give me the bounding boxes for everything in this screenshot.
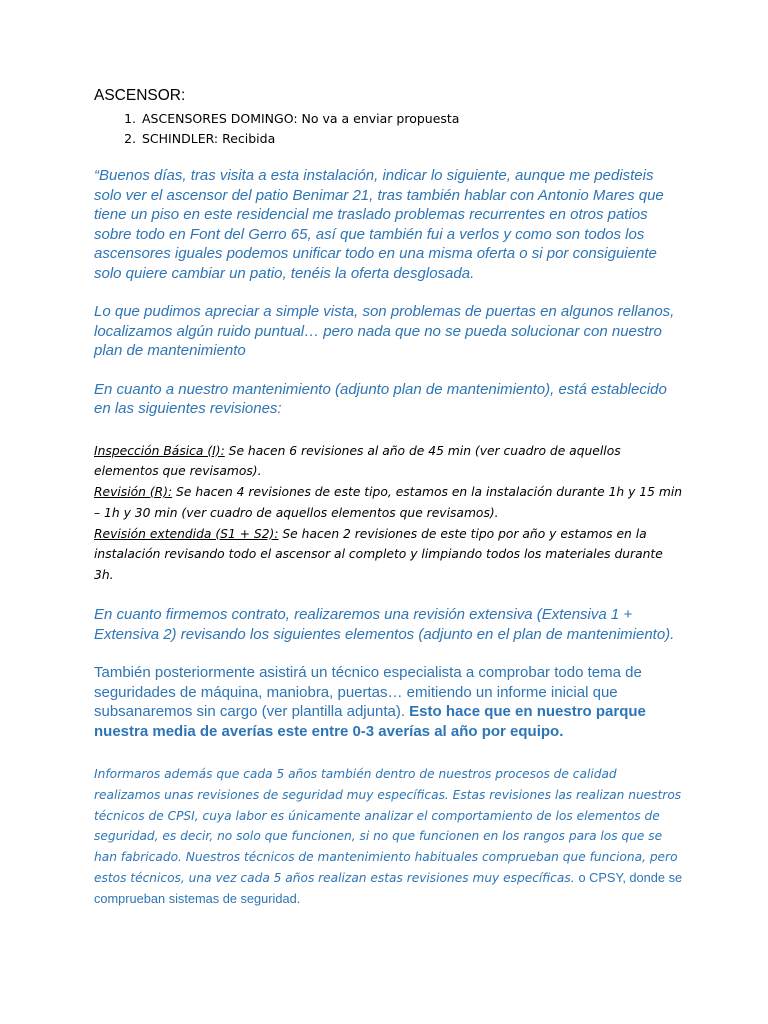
section-heading: ASCENSOR: xyxy=(94,87,186,104)
revision-label: Revisión extendida (S1 + S2): xyxy=(94,526,279,541)
revision-item xyxy=(94,441,684,483)
revision-text: Se hacen 6 revisiones al año de 45 min (ver cuadro de aquellos elementos que revisamos). xyxy=(94,443,621,479)
document-page xyxy=(94,86,684,922)
revision-text: Se hacen 2 revisiones de este tipo por año y estamos en la instalación revisando todo el ascensor al completo y limpiando todos los materiales durante 3h. xyxy=(94,526,663,583)
quote-paragraph-specialist xyxy=(94,663,684,741)
quote-paragraph-findings: Lo que pudimos apreciar a simple vista, son problemas de puertas en algunos rellanos, localizamos algún ruido puntual… pero nada que no se pueda solucionar con nuestro plan de mantenimiento xyxy=(94,303,675,359)
quality-text: Informaros además que cada 5 años también dentro de nuestros procesos de calidad realizamos unas revisiones de seguridad muy específicas. Estas revisiones las realizan nuestros técnicos de CPSI, cuya labor es únicamente analizar el comportamiento de los elementos de seguridad, es decir, no solo que funcionen, si no que funcionen en los rangos para los que se han fabricado. Nuestros técnicos de mantenimiento habituales comprueban que funciona, pero estos técnicos, una vez cada 5 años realizan estas revisiones muy específicas. xyxy=(94,767,682,886)
specialist-text: También posteriormente asistirá un técnico especialista a comprobar todo tema de seguridades de máquina, maniobra, puertas… emitiendo un informe inicial que subsanaremos sin cargo (ver plantilla adjunta). xyxy=(94,664,642,721)
list-item: 2. SCHINDLER: Recibida xyxy=(140,129,684,149)
revisions-list xyxy=(94,441,684,587)
revision-text: Se hacen 4 revisiones de este tipo, estamos en la instalación durante 1h y 15 min – 1h y 30 min (ver cuadro de aquellos elementos que revisamos). xyxy=(94,485,683,520)
list-item: 1. ASCENSORES DOMINGO: No va a enviar propuesta xyxy=(140,109,684,129)
revision-label: Revisión (R): xyxy=(94,485,173,500)
quote-paragraph-contract: En cuanto firmemos contrato, realizaremos una revisión extensiva (Extensiva 1 + Extensiva 2) revisando los siguientes elementos (adjunto en el plan de mantenimiento). xyxy=(94,606,675,643)
proposal-list xyxy=(94,109,684,149)
revision-label: Inspección Básica (I): xyxy=(94,443,225,458)
quality-text-tail: o CPSY, donde se comprueban sistemas de seguridad. xyxy=(94,870,683,906)
revision-item xyxy=(94,482,684,524)
quote-paragraph-maintenance: En cuanto a nuestro mantenimiento (adjunto plan de mantenimiento), está establecido en las siguientes revisiones: xyxy=(94,380,667,417)
quote-paragraph-quality xyxy=(94,764,684,910)
quote-paragraph-intro: “Buenos días, tras visita a esta instalación, indicar lo siguiente, aunque me pedisteis solo ver el ascensor del patio Benimar 21, tras también hablar con Antonio Mares que tiene un piso en este residencial me traslado problemas recurrentes en otros patios sobre todo en Font del Gerro 65, así que también fui a verlos y como son todos los ascensores iguales podemos unificar todo en una misma oferta o si por consiguiente solo quiere cambiar un patio, tenéis la oferta desglosada. xyxy=(94,167,664,282)
specialist-highlight: Esto hace que en nuestro parque nuestra media de averías este entre 0-3 averías al año por equipo. xyxy=(94,703,646,740)
revision-item xyxy=(94,524,684,586)
